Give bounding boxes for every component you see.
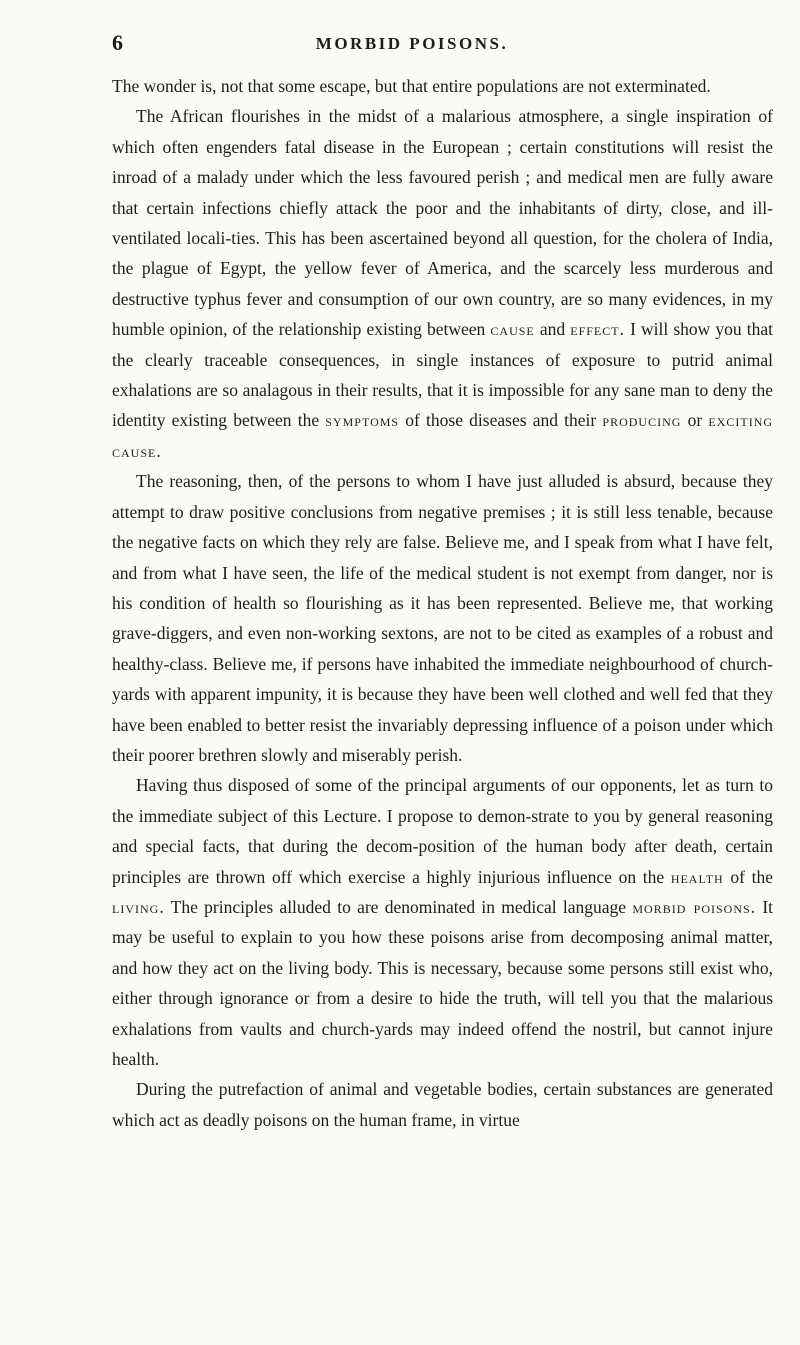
small-caps-symptoms: symptoms [325, 410, 400, 431]
paragraph-2-text-c: I will show you that the clearly traceable consequences, in single instances of exposure to putrid animal exhalations are so analagous in their results, that it is impossible for any sane man to deny the identity existing between the [112, 319, 774, 431]
small-caps-morbid-poisons: morbid poisons. [632, 896, 757, 917]
paragraph-4-text-d: It may be useful to explain to you how these poisons arise from decomposing animal matter, and how they act on the living body. This is necessary, because some persons still exist who, either through ignorance or from a desire to hide the truth, will tell you that the malarious exhalations from vaults and church-yards may indeed offend the nostril, but cannot injure health. [112, 896, 774, 1069]
paragraph-3-text: The reasoning, then, of the persons to whom I have just alluded is absurd, because they attempt to draw positive conclusions from negative premises ; it is still less tenable, because the negative facts on which they rely are false. Believe me, and I speak from what I have felt, and from what I have seen, the life of the medical student is not exempt from danger, nor is his condition of health so flourishing as it has been represented. Believe me, that working grave-diggers, and even non-working sextons, are not to be cited as examples of a robust and healthy-class. Believe me, if persons have inhabited the immediate neighbourhood of church-yards with apparent impunity, it is because they have been well clothed and well fed that they have been enabled to better resist the invariably depressing influence of a poison under which their poorer brethren slowly and miserably perish. [112, 471, 773, 765]
page-number: 6 [112, 30, 123, 55]
paragraph-4-text-c: The principles alluded to are denominated in medical language [170, 896, 627, 917]
paragraph-1 [112, 71, 773, 101]
paragraph-2 [112, 101, 773, 466]
running-head: MORBID POISONS. [315, 34, 509, 53]
paragraph-5-text: During the putrefaction of animal and vegetable bodies, certain substances are generated which act as deadly poisons on the human frame, in virtue [112, 1079, 773, 1130]
body-text [112, 71, 773, 1135]
paragraph-2-text-b: and [539, 319, 566, 340]
paragraph-2-text-a: The African flourishes in the midst of a malarious atmosphere, a single inspiration of which often engenders fatal disease in the European ; certain constitutions will resist the inroad of a malady under which the less favoured perish ; and medical men are fully aware that certain infections chiefly attack the poor and the inhabitants of dirty, close, and ill-ventilated locali-ties. This has been ascertained beyond all question, for the cholera of India, the plague of Egypt, the yellow fever of America, and the scarcely less murderous and destructive typhus fever and consumption of our own country, are so many evidences, in my humble opinion, of the relationship existing between [112, 106, 773, 340]
small-caps-producing: producing [602, 410, 682, 431]
paragraph-4 [112, 770, 773, 1074]
paragraph-3 [112, 466, 773, 770]
paragraph-4-text-b: of the [730, 866, 773, 887]
paragraph-4-text-a: Having thus disposed of some of the principal arguments of our opponents, let as turn to the immediate subject of this Lecture. I propose to demon-strate to you by general reasoning and special facts, that during the decom-position of the human body after death, certain principles are thrown off which exercise a highly injurious influence on the [112, 775, 773, 887]
small-caps-exciting-cause: exciting cause. [112, 410, 774, 461]
paragraph-2-text-d: of those diseases and their [405, 410, 597, 431]
paragraph-2-text-e: or [687, 410, 703, 431]
page-header [0, 30, 800, 60]
small-caps-living: living. [112, 896, 165, 917]
small-caps-health: health [670, 866, 724, 887]
paragraph-1-text: The wonder is, not that some escape, but that entire populations are not exterminated. [112, 76, 711, 96]
small-caps-cause: cause [490, 319, 535, 340]
paragraph-5 [112, 1074, 773, 1135]
small-caps-effect: effect. [570, 319, 625, 340]
